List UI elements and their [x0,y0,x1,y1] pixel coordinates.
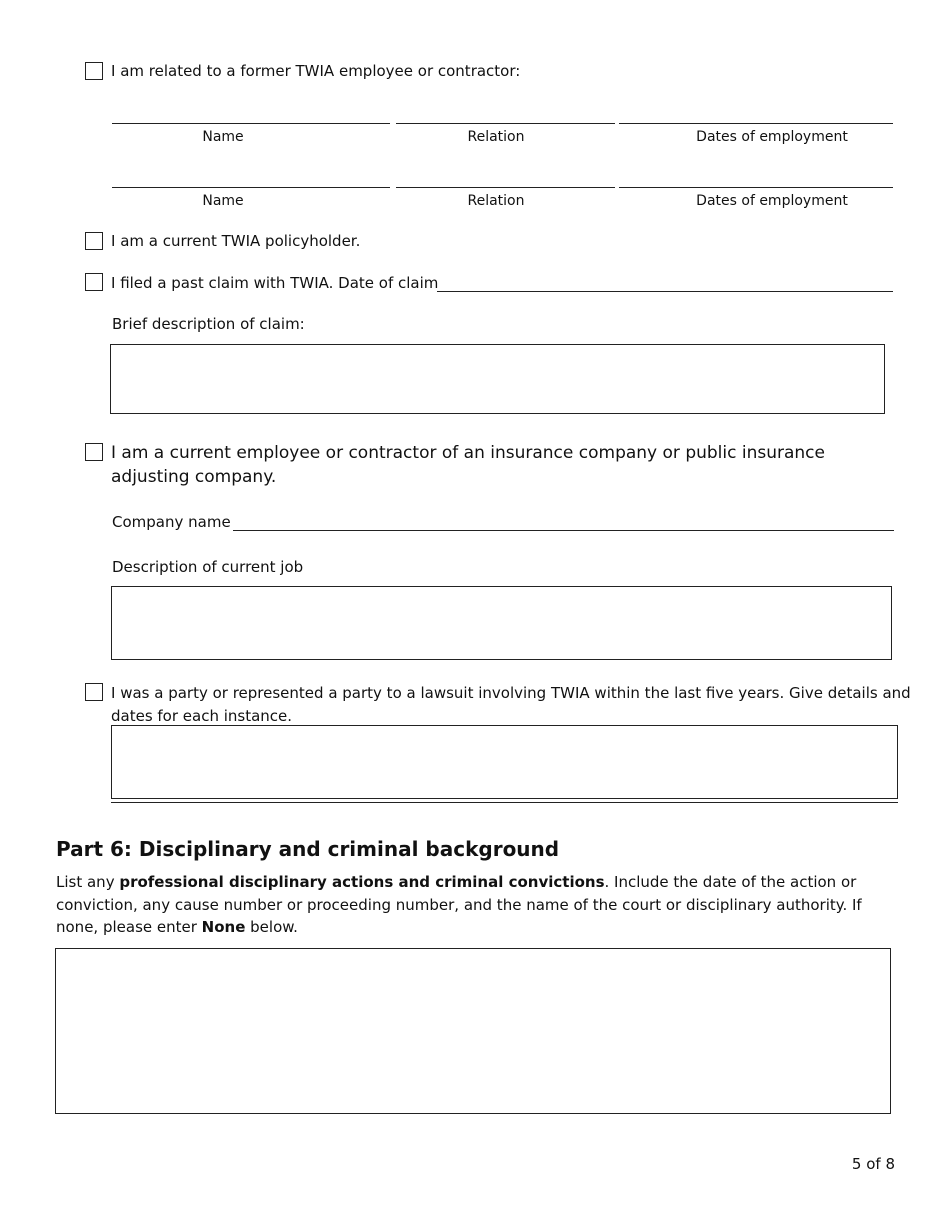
lawsuit-box-divider [111,802,898,803]
claim-description-label: Brief description of claim: [112,315,305,333]
relative-dates-caption-1: Dates of employment [696,129,848,145]
disciplinary-details-box[interactable] [55,948,891,1114]
past-claim-label: I filed a past claim with TWIA. Date of claim [111,274,439,292]
relative-name-field-1[interactable] [112,123,390,124]
claim-description-box[interactable] [110,344,885,414]
relative-name-caption-1: Name [202,129,244,145]
lawsuit-checkbox[interactable] [85,683,103,701]
part6-instructions [56,871,886,939]
insurance-employee-checkbox[interactable] [85,443,103,461]
current-policyholder-checkbox[interactable] [85,232,103,250]
relative-relation-caption-2: Relation [467,193,525,209]
part6-intro-middle: . Include the date of the action or conviction, any cause number or proceeding number, and the name of the court or disciplinary authority. If none, please enter [56,873,862,936]
company-name-field[interactable] [233,530,894,531]
related-former-employee-label: I am related to a former TWIA employee or contractor: [111,62,521,80]
relative-dates-caption-2: Dates of employment [696,193,848,209]
relative-name-caption-2: Name [202,193,244,209]
lawsuit-details-box[interactable] [111,725,898,799]
page-indicator: 5 of 8 [851,1155,895,1173]
lawsuit-label: I was a party or represented a party to a lawsuit involving TWIA within the last five years. Give details and dates for each instance. [111,684,911,725]
relative-relation-caption-1: Relation [467,129,525,145]
part6-intro-none: None [201,918,246,936]
part6-title: Part 6: Disciplinary and criminal background [56,837,560,861]
part6-intro-suffix: below. [245,918,298,936]
company-name-label: Company name [112,513,231,531]
relative-name-field-2[interactable] [112,187,390,188]
insurance-employee-label: I am a current employee or contractor of an insurance company or public insurance adjusting company. [111,443,825,487]
current-job-label: Description of current job [112,558,304,576]
related-former-employee-checkbox[interactable] [85,62,103,80]
current-policyholder-label: I am a current TWIA policyholder. [111,232,361,250]
relative-relation-field-1[interactable] [396,123,615,124]
relative-dates-field-1[interactable] [619,123,893,124]
claim-date-field[interactable] [437,291,893,292]
relative-relation-field-2[interactable] [396,187,615,188]
past-claim-checkbox[interactable] [85,273,103,291]
current-job-box[interactable] [111,586,892,660]
relative-dates-field-2[interactable] [619,187,893,188]
part6-intro-bold: professional disciplinary actions and criminal convictions [119,873,605,891]
part6-intro-prefix: List any [56,873,120,891]
